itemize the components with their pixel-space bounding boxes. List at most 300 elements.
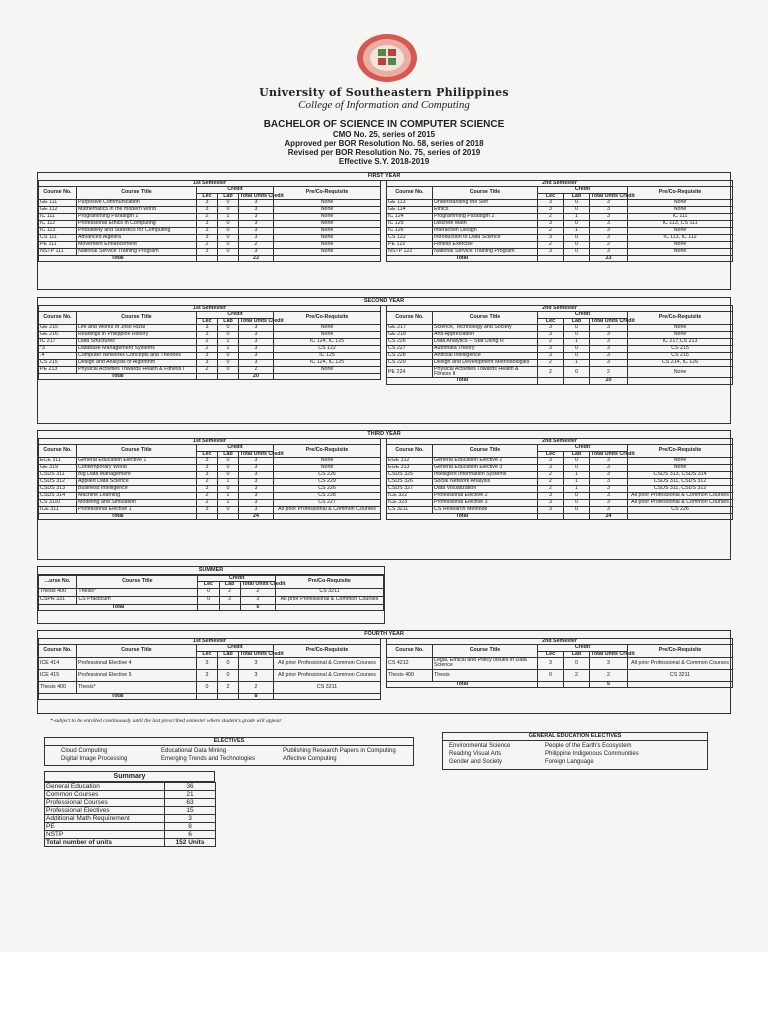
total-row: [39, 513, 381, 519]
semester-table: [38, 638, 381, 700]
course-no: EGE 313: [387, 464, 433, 471]
course-row: [39, 248, 381, 255]
lec-units: 2: [197, 213, 218, 220]
lec-units: 2: [197, 338, 218, 345]
col-course-title: Course Title: [433, 187, 538, 200]
prerequisite: None: [628, 199, 733, 206]
course-title: Social Network Analysis: [433, 478, 538, 485]
col-prereq: Pre/Co-Requisite: [274, 187, 381, 200]
total-units: 3: [239, 352, 274, 359]
lec-units: 3: [538, 499, 564, 506]
col-course-no: ...urse No.: [39, 576, 77, 589]
prerequisite: None: [274, 464, 381, 471]
course-no: GE 111: [39, 199, 77, 206]
col-lec: Lec: [538, 651, 564, 657]
course-title: Computer Networks Concepts and Theories: [77, 352, 197, 359]
prerequisite: None: [628, 248, 733, 255]
col-lec: Lec: [538, 451, 564, 457]
total-label: Total: [39, 255, 197, 261]
course-row: [39, 588, 384, 596]
total-units: 2: [590, 366, 628, 378]
total-units: 3: [590, 220, 628, 227]
total-units: 3: [239, 471, 274, 478]
prerequisite: CS 226: [274, 471, 381, 478]
lab-units: 0: [218, 471, 239, 478]
total-value: 20: [239, 373, 274, 379]
col-total-units: Total Units Credit: [241, 581, 286, 588]
first-semester: [38, 180, 380, 262]
summary-row: [45, 783, 216, 791]
lab-units: 2: [218, 681, 239, 693]
total-units: 3: [239, 492, 274, 499]
elective-item: Affective Computing: [283, 756, 337, 762]
lec-units: 3: [538, 220, 564, 227]
total-value: 20: [590, 378, 628, 384]
total-units: 3: [239, 669, 274, 681]
lab-units: 2: [564, 669, 590, 681]
col-credit: Credit: [538, 645, 628, 651]
ge-elective-item: Gender and Society: [449, 759, 503, 765]
blank-cell: [218, 513, 239, 519]
course-title: Introduction to Data Science: [433, 234, 538, 241]
course-title: Probability and Statistics for Computing: [77, 227, 197, 234]
lab-units: 0: [218, 464, 239, 471]
lab-units: 0: [564, 657, 590, 669]
total-units: 3: [239, 345, 274, 352]
prerequisite: None: [628, 366, 733, 378]
lab-units: 1: [564, 359, 590, 366]
lec-units: 3: [197, 331, 218, 338]
lec-units: 3: [197, 457, 218, 464]
col-prereq: Pre/Co-Requisite: [628, 445, 733, 458]
course-title: General Education Elective 3: [433, 464, 538, 471]
blank-cell: [564, 681, 590, 687]
semester-header: 2nd Semester: [387, 306, 733, 312]
first-semester: [38, 638, 380, 700]
course-row: [387, 657, 733, 669]
total-units: 3: [239, 457, 274, 464]
lec-units: 2: [538, 227, 564, 234]
course-no: GE 114: [387, 206, 433, 213]
semester-table: [386, 638, 733, 688]
year-title: SECOND YEAR: [38, 298, 730, 306]
second-semester: [386, 438, 731, 520]
prerequisite: None: [274, 199, 381, 206]
total-label: Total: [387, 513, 538, 519]
lec-units: 3: [197, 506, 218, 513]
lab-units: 2: [219, 588, 240, 596]
lab-units: 0: [218, 206, 239, 213]
prerequisite: None: [628, 241, 733, 248]
ge-elective-item: Environmental Science: [449, 743, 511, 749]
course-no: CSDS 326: [387, 478, 433, 485]
semester-table: [386, 305, 733, 385]
course-title: Machine Learning: [77, 492, 197, 499]
elective-item: Digital Image Processing: [61, 756, 128, 762]
total-units: 3: [239, 359, 274, 366]
university-name: University of Southeastern Philippines: [259, 86, 509, 99]
course-no: CS 226: [387, 338, 433, 345]
lab-units: 0: [218, 248, 239, 255]
blank-cell: [538, 681, 564, 687]
course-title: Professional Elective 2: [433, 492, 538, 499]
summary-row: [45, 791, 216, 799]
blank-cell: [274, 693, 381, 699]
blank-cell: [538, 255, 564, 261]
course-row: [39, 669, 381, 681]
course-title: Data Visualization: [433, 485, 538, 492]
ge-electives-title: GENERAL EDUCATION ELECTIVES: [443, 733, 707, 741]
course-title: Legal, Ethical and Policy Issues in Data Science: [433, 657, 538, 669]
blank-cell: [197, 513, 218, 519]
lec-units: 3: [197, 669, 218, 681]
total-units: 3: [590, 485, 628, 492]
lab-units: 1: [218, 499, 239, 506]
ge-elective-item: Philippine Indigenous Communities: [545, 751, 639, 757]
lec-units: 3: [538, 657, 564, 669]
prerequisite: All prior Professional & Common Courses: [274, 669, 381, 681]
prerequisite: IC 125: [274, 352, 381, 359]
col-lab: Lab: [219, 582, 240, 588]
col-credit: Credit: [538, 187, 628, 193]
total-units: 3: [590, 359, 628, 366]
lec-units: 3: [538, 352, 564, 359]
course-title: Movement Enhancement: [77, 241, 197, 248]
course-title: General Education Elective 1: [77, 457, 197, 464]
course-no: CS 3211: [387, 506, 433, 513]
lab-units: 1: [218, 492, 239, 499]
course-no: ECE 311: [39, 457, 77, 464]
lab-units: 1: [218, 213, 239, 220]
summary-value: 152 Units: [165, 839, 216, 847]
blank-cell: [274, 513, 381, 519]
course-no: IC 111: [39, 213, 77, 220]
total-units: 3: [239, 338, 274, 345]
col-course-no: Course No.: [387, 312, 433, 325]
course-row: [387, 366, 733, 378]
total-row: [39, 693, 381, 699]
col-lec: Lec: [197, 193, 218, 199]
total-label: Total: [387, 681, 538, 687]
total-units: 3: [239, 220, 274, 227]
lab-units: 0: [218, 324, 239, 331]
total-units: 3: [239, 478, 274, 485]
ge-elective-item: Foreign Language: [545, 759, 594, 765]
lab-units: 0: [564, 499, 590, 506]
semester-header: 2nd Semester: [387, 639, 733, 645]
total-units: 3: [590, 338, 628, 345]
course-no: IC 217: [39, 338, 77, 345]
lec-units: 3: [197, 199, 218, 206]
course-no: CS 228: [387, 352, 433, 359]
col-total-units: Total Units Credit: [240, 317, 284, 324]
lec-units: 3: [538, 331, 564, 338]
total-units: 3: [239, 199, 274, 206]
lec-units: 2: [538, 213, 564, 220]
blank-cell: [564, 513, 590, 519]
total-units: 3: [590, 248, 628, 255]
summary-title: Summary: [44, 771, 215, 782]
university-seal-logo: [356, 33, 418, 83]
prerequisite: CS 3211: [628, 669, 733, 681]
total-units: 3: [239, 206, 274, 213]
col-credit: Credit: [198, 576, 276, 582]
course-title: Understanding the Self: [433, 199, 538, 206]
total-units: 3: [239, 248, 274, 255]
lec-units: 2: [538, 338, 564, 345]
second-semester: [386, 180, 731, 262]
prerequisite: IC 113, IC 112: [628, 234, 733, 241]
lec-units: 3: [197, 220, 218, 227]
course-no: GE 112: [39, 206, 77, 213]
prerequisite: None: [274, 234, 381, 241]
prerequisite: All prior Professional & Common Courses: [628, 499, 733, 506]
footnote: *-subject to be enrolled continuously until the last prescribed semester where student's grade will appear: [50, 718, 282, 724]
approved-line: Approved per BOR Resolution No. 58, series of 2018: [284, 139, 484, 148]
lab-units: 0: [218, 199, 239, 206]
course-title: CS Practicum: [77, 596, 198, 604]
lab-units: 0: [218, 352, 239, 359]
course-no: CS 4212: [387, 657, 433, 669]
course-title: Science, Technology and Society: [433, 324, 538, 331]
total-label: Total: [39, 373, 197, 379]
summary-value: 21: [165, 791, 216, 799]
total-row: [387, 681, 733, 687]
lab-units: 0: [564, 464, 590, 471]
prerequisite: All prior Professional & Common Courses: [628, 492, 733, 499]
lec-units: 3: [197, 657, 218, 669]
cmo-line: CMO No. 25, series of 2015: [332, 130, 436, 139]
summary-value: 6: [165, 831, 216, 839]
col-course-title: Course Title: [77, 312, 197, 325]
course-title: Programming Paradigm 1: [77, 213, 197, 220]
prerequisite: CS 228: [274, 492, 381, 499]
prerequisite: None: [274, 220, 381, 227]
total-units: 3: [239, 331, 274, 338]
col-lec: Lec: [197, 451, 218, 457]
course-no: GE 319: [39, 464, 77, 471]
course-no: IC 125: [387, 220, 433, 227]
course-no: PE 213: [39, 366, 77, 373]
semester-header: 1st Semester: [39, 181, 381, 187]
total-units: 3: [239, 213, 274, 220]
prerequisite: IC 124, IC 125: [274, 359, 381, 366]
prerequisite: All prior Professional & Common Courses: [276, 596, 384, 604]
second-year-block: [37, 297, 731, 424]
lab-units: 1: [564, 227, 590, 234]
col-prereq: Pre/Co-Requisite: [274, 445, 381, 458]
course-row: [387, 669, 733, 681]
college-name: College of Information and Computing: [298, 99, 470, 111]
course-title: Automata Theory: [433, 345, 538, 352]
course-no: Thesis 400: [39, 681, 77, 693]
course-title: Mathematics in the modern world: [77, 206, 197, 213]
course-title: Professional Elective 5: [77, 669, 197, 681]
course-title: Data Structures: [77, 338, 197, 345]
lab-units: 0: [218, 331, 239, 338]
blank-cell: [197, 693, 218, 699]
lab-units: 1: [564, 485, 590, 492]
first-semester: [38, 305, 380, 380]
course-title: General Education Elective 2: [433, 457, 538, 464]
total-units: 3: [239, 324, 274, 331]
total-units: 3: [590, 499, 628, 506]
lec-units: 0: [198, 588, 219, 596]
course-no: CSDS 312: [39, 478, 77, 485]
course-title: Professional Ethics in Computing: [77, 220, 197, 227]
total-label: Total: [39, 604, 198, 610]
total-units: 2: [240, 588, 275, 596]
lec-units: 2: [197, 366, 218, 373]
total-value: 8: [239, 693, 274, 699]
total-units: 3: [590, 457, 628, 464]
total-units: 2: [239, 366, 274, 373]
col-credit: Credit: [197, 312, 274, 318]
semester-table: [386, 180, 733, 262]
summary-value: 36: [165, 783, 216, 791]
col-credit: Credit: [538, 312, 628, 318]
lec-units: 2: [538, 359, 564, 366]
lab-units: 0: [218, 485, 239, 492]
total-units: 3: [590, 471, 628, 478]
total-value: 24: [239, 513, 274, 519]
course-no: CSDS 314: [39, 492, 77, 499]
course-title: Advanced Algebra: [77, 234, 197, 241]
blank-cell: [274, 373, 381, 379]
total-row: [387, 378, 733, 384]
third-year-block: [37, 430, 731, 560]
semester-table: [38, 305, 381, 380]
blank-cell: [218, 373, 239, 379]
course-title: Life and Works of Jose Rizal: [77, 324, 197, 331]
blank-cell: [538, 378, 564, 384]
course-no: ICE 311: [39, 506, 77, 513]
col-lec: Lec: [197, 318, 218, 324]
ge-elective-item: Reading Visual Arts: [449, 751, 502, 757]
elective-item: Emerging Trends and Technologies: [161, 756, 255, 762]
course-title: Business Intelligence: [77, 485, 197, 492]
blank-cell: [564, 255, 590, 261]
col-course-no: Course No.: [39, 445, 77, 458]
year-title: FIRST YEAR: [38, 173, 730, 181]
prerequisite: None: [628, 227, 733, 234]
blank-cell: [218, 255, 239, 261]
total-units: 3: [590, 234, 628, 241]
lab-units: 0: [564, 457, 590, 464]
course-title: Intelligent Information Systems: [433, 471, 538, 478]
course-no: CS 111: [39, 234, 77, 241]
course-no: EGE 312: [387, 457, 433, 464]
course-title: Discrete Math: [433, 220, 538, 227]
total-units: 3: [239, 657, 274, 669]
col-course-no: Course No.: [387, 445, 433, 458]
lec-units: 3: [197, 352, 218, 359]
course-row: [39, 596, 384, 604]
course-no: CSDS 325: [387, 471, 433, 478]
col-prereq: Pre/Co-Requisite: [628, 312, 733, 325]
semester-table: [38, 575, 384, 611]
course-no: CS 3110: [39, 499, 77, 506]
lec-units: 2: [538, 478, 564, 485]
prerequisite: All prior Professional & Common Courses: [628, 657, 733, 669]
summary-label: General Education: [45, 783, 165, 791]
prerequisite: CS 215: [628, 345, 733, 352]
lec-units: 3: [197, 227, 218, 234]
total-row: [387, 513, 733, 519]
col-total-units: Total Units Credit: [591, 317, 635, 324]
lab-units: 0: [218, 366, 239, 373]
summary-label: Professional Courses: [45, 799, 165, 807]
course-no: ICE 323: [387, 499, 433, 506]
blank-cell: [628, 513, 733, 519]
revised-line: Revised per BOR Resolution No. 75, series of 2019: [287, 148, 481, 157]
col-lab: Lab: [564, 193, 590, 199]
lec-units: 2: [197, 499, 218, 506]
blank-cell: [628, 255, 733, 261]
prerequisite: IC 111: [628, 213, 733, 220]
col-credit: Credit: [197, 645, 274, 651]
total-units: 3: [239, 499, 274, 506]
summary-label: Common Courses: [45, 791, 165, 799]
course-title: Physical Activities Towards Health & Fitness I: [77, 366, 197, 373]
ge-electives-box: [442, 732, 708, 770]
course-row: [39, 506, 381, 513]
total-units: 3: [590, 206, 628, 213]
blank-cell: [197, 255, 218, 261]
lab-units: 0: [218, 234, 239, 241]
prerequisite: None: [274, 241, 381, 248]
course-title: Physical Activities Towards Health & Fitness II: [433, 366, 538, 378]
lab-units: 0: [564, 345, 590, 352]
course-no: CS 227: [387, 345, 433, 352]
lab-units: 0: [564, 248, 590, 255]
semester-table: [38, 180, 381, 262]
total-units: 3: [240, 596, 275, 604]
summary-row: [45, 823, 216, 831]
prerequisite: None: [274, 324, 381, 331]
summary-box: [44, 771, 215, 851]
semester-header: 2nd Semester: [387, 439, 733, 445]
prerequisite: CS 122: [274, 345, 381, 352]
lab-units: 0: [564, 206, 590, 213]
prerequisite: CS 226: [628, 506, 733, 513]
total-units: 3: [590, 199, 628, 206]
summary-table: [44, 782, 216, 847]
total-value: 24: [590, 513, 628, 519]
lec-units: 2: [197, 345, 218, 352]
course-no: *3: [39, 345, 77, 352]
course-title: Design and Development Methodologies: [433, 359, 538, 366]
prerequisite: None: [274, 457, 381, 464]
lec-units: 3: [197, 324, 218, 331]
prerequisite: CSDS 311, CSDS 312: [628, 478, 733, 485]
lab-units: 0: [218, 657, 239, 669]
prerequisite: None: [274, 366, 381, 373]
col-lec: Lec: [197, 651, 218, 657]
total-units: 3: [590, 464, 628, 471]
course-no: CSDS 311: [39, 471, 77, 478]
course-title: Modeling and Simulation: [77, 499, 197, 506]
prerequisite: None: [628, 206, 733, 213]
lec-units: 2: [197, 478, 218, 485]
prerequisite: None: [274, 213, 381, 220]
total-units: 3: [590, 352, 628, 359]
course-title: Artificial Intelligence: [433, 352, 538, 359]
col-course-title: Course Title: [77, 445, 197, 458]
total-label: Total: [39, 513, 197, 519]
total-row: [39, 604, 384, 610]
total-units: 3: [239, 506, 274, 513]
